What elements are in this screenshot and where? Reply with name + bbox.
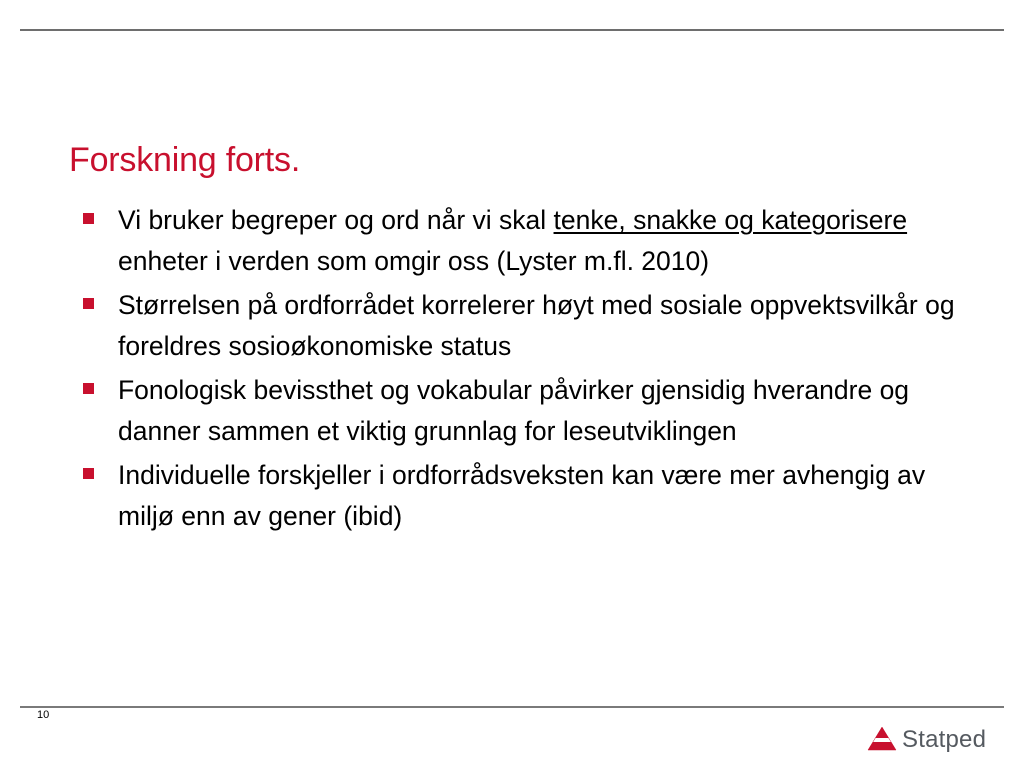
- bullet-text: Størrelsen på ordforrådet korrelerer høyt med sosiale oppvektsvilkår og foreldres sosioøkonomiske status: [118, 290, 955, 361]
- bullet-text-underlined: tenke, snakke og kategorisere: [553, 205, 908, 235]
- statped-logo-icon: [866, 726, 898, 754]
- bottom-divider: [20, 706, 1004, 708]
- bullet-item: [80, 285, 960, 367]
- bullet-list: [80, 200, 960, 540]
- logo-text: Statped: [902, 726, 987, 753]
- bullet-square-icon: [83, 383, 94, 394]
- bullet-item: [80, 370, 960, 452]
- bullet-square-icon: [83, 298, 94, 309]
- bullet-item: [80, 200, 960, 282]
- statped-logo: [866, 724, 986, 756]
- bullet-item: [80, 455, 960, 537]
- bullet-text: Fonologisk bevissthet og vokabular påvirker gjensidig hverandre og danner sammen et viktig grunnlag for leseutviklingen: [118, 375, 910, 446]
- slide-title: Forskning forts.: [69, 141, 301, 179]
- bullet-text: Individuelle forskjeller i ordforrådsveksten kan være mer avhengig av miljø enn av gener (ibid): [118, 460, 926, 531]
- bullet-text-start: Vi bruker begreper og ord når vi skal: [118, 205, 554, 235]
- page-number: 10: [37, 709, 50, 721]
- bullet-text-end: enheter i verden som omgir oss (Lyster m.fl. 2010): [118, 246, 710, 276]
- top-divider: [20, 29, 1004, 31]
- bullet-square-icon: [83, 213, 94, 224]
- bullet-square-icon: [83, 468, 94, 479]
